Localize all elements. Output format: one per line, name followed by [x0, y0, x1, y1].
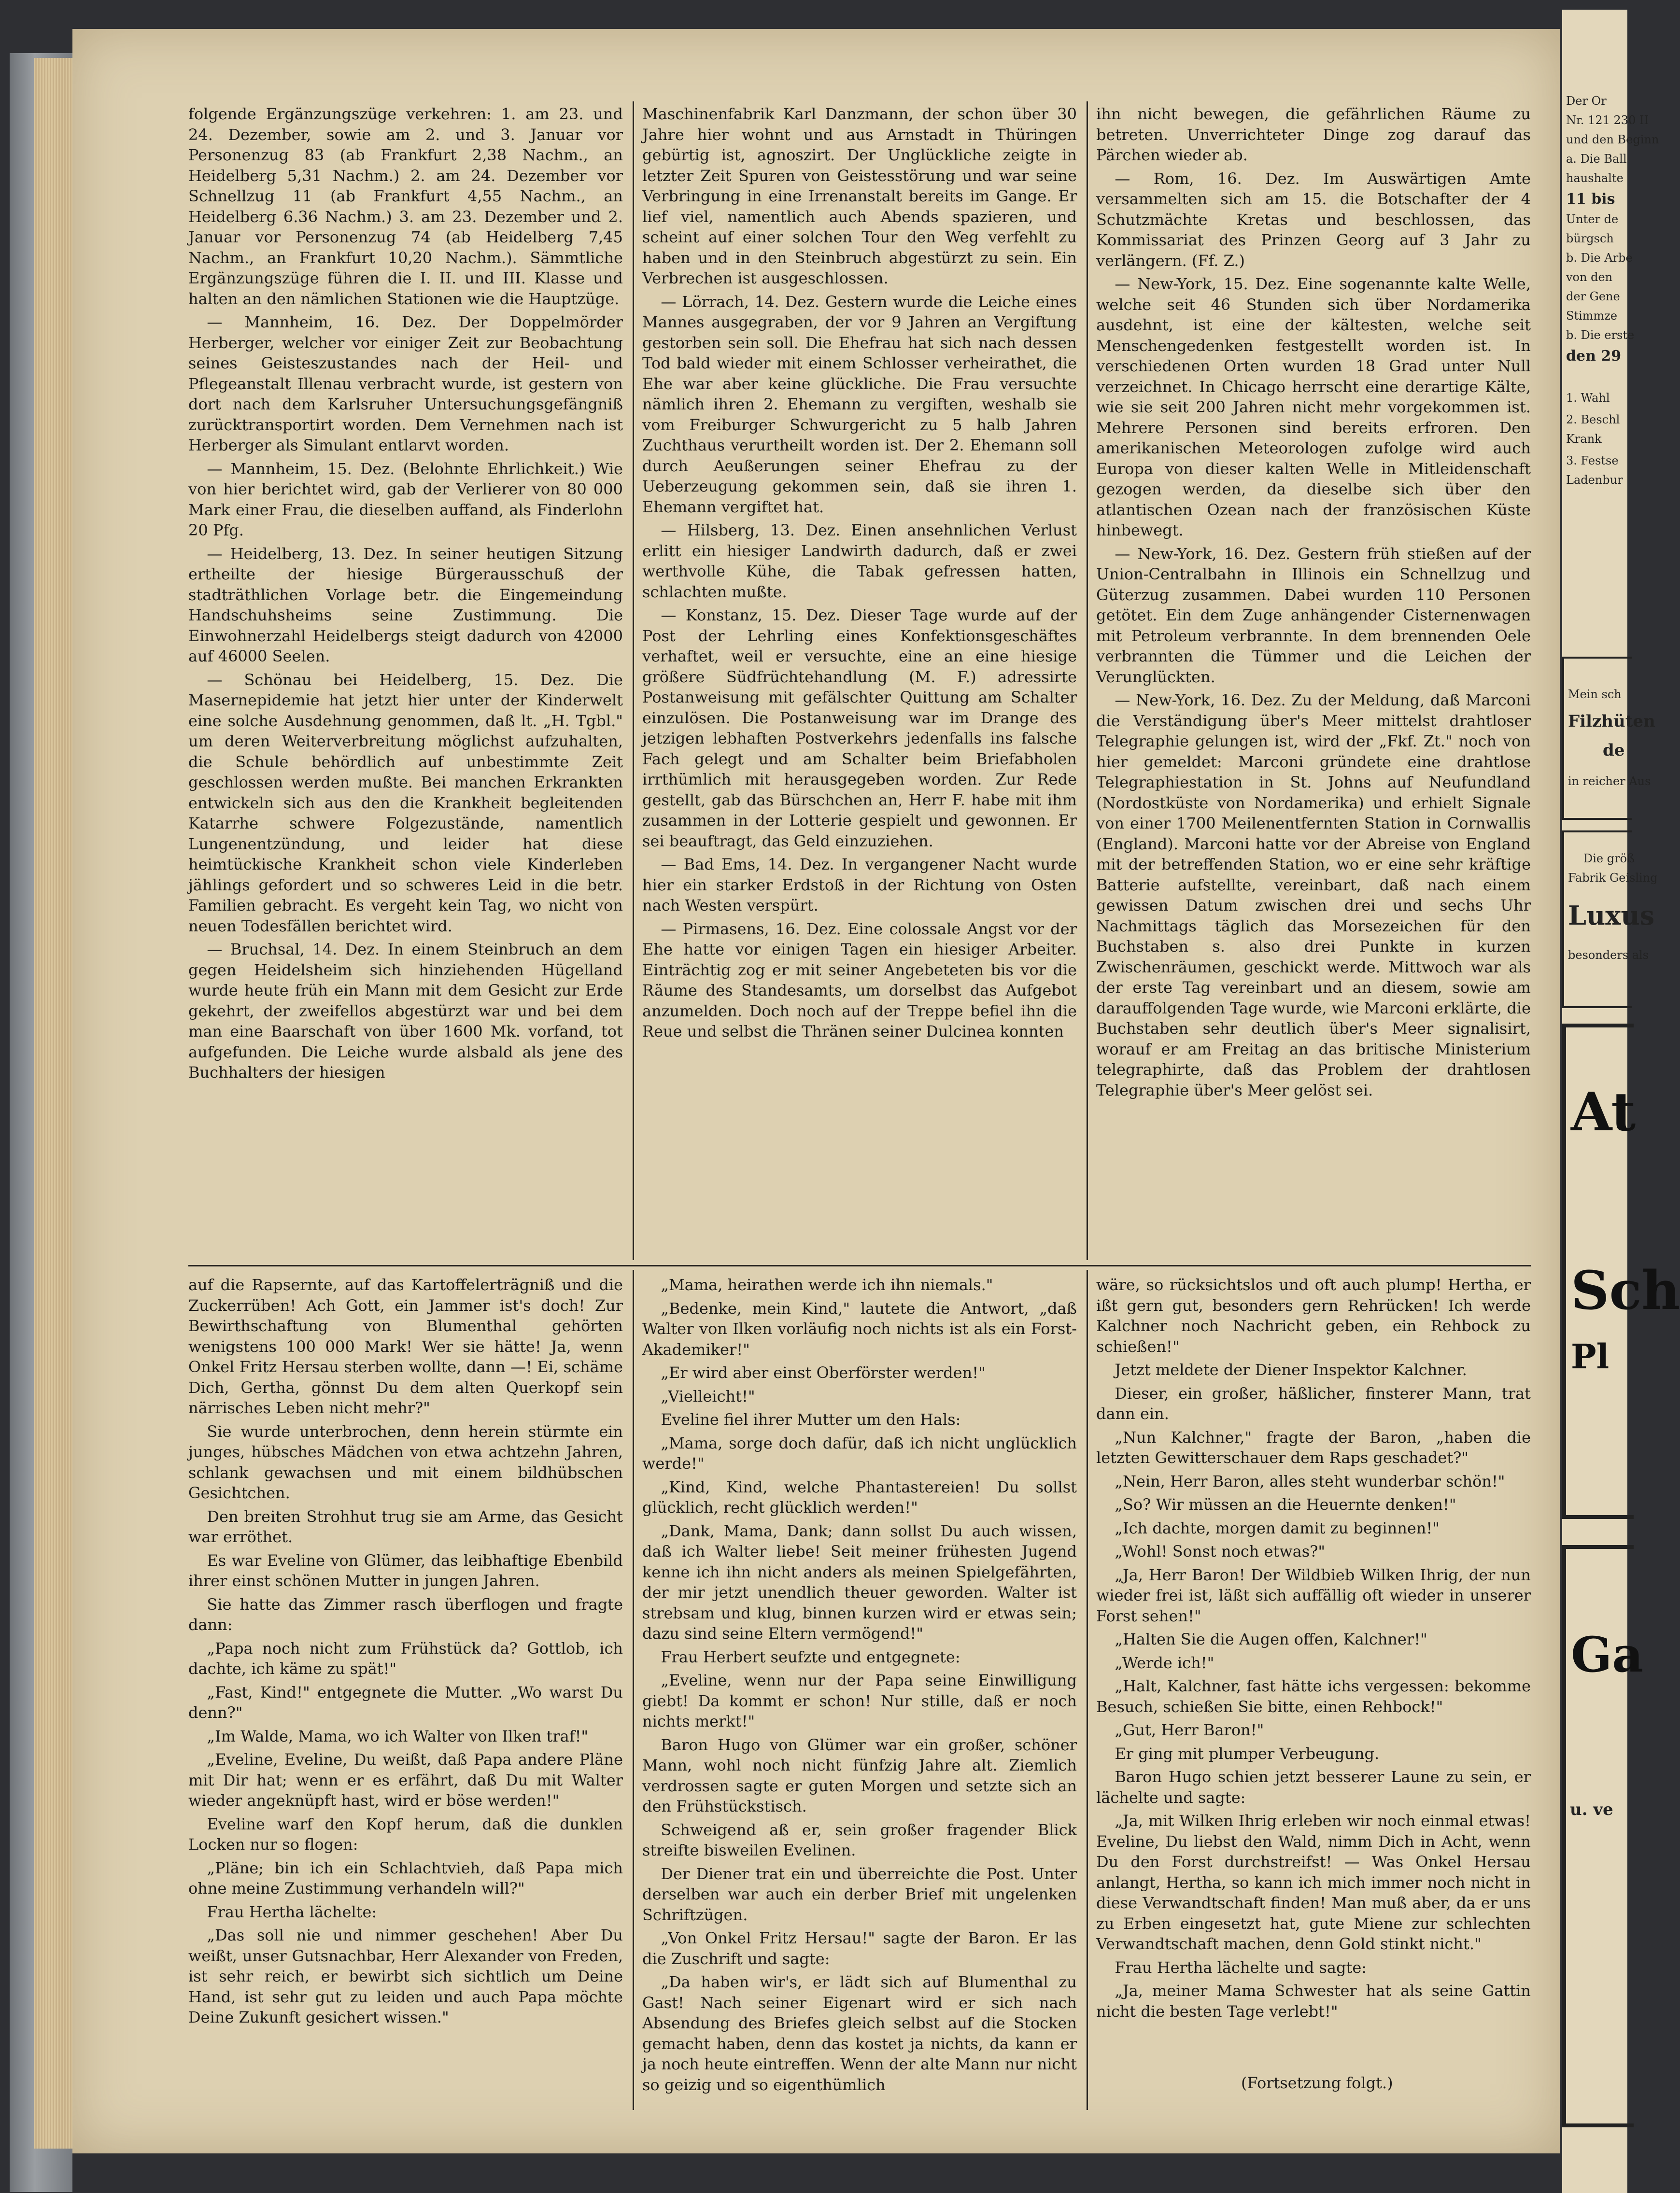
facing-page-fragment: At: [1571, 1081, 1636, 1143]
facing-page-fragment: Mein sch: [1568, 688, 1622, 701]
story-paragraph: „Eveline, Eveline, Du weißt, daß Papa andere Pläne mit Dir hat; wenn er es erfährt, daß Du mit Walter wieder angeknüpft hast, wird er böse werden!": [188, 1750, 623, 1810]
story-column-1: [188, 1275, 623, 2105]
story-paragraph: „Das soll nie und nimmer geschehen! Aber Du weißt, unser Gutsnachbar, Herr Alexander von Freden, ist sehr reich, er bewirbt sich sichtlich um Deine Hand, ist sehr gut zu leiden und auch Papa möchte Deine Zukunft gesichert wissen.": [188, 1926, 623, 2026]
column-rule: [1087, 1270, 1088, 2110]
news-item: ihn nicht bewegen, die gefährlichen Räume zu betreten. Unverrichteter Dinge zog darauf das Pärchen wieder ab.: [1096, 105, 1531, 164]
story-paragraph: Frau Hertha lächelte:: [207, 1902, 377, 1921]
story-paragraph: „Fast, Kind!" entgegnete die Mutter. „Wo warst Du denn?": [188, 1683, 623, 1722]
facing-page-fragment: der Gene: [1566, 290, 1620, 303]
facing-page-fragment: u. ve: [1570, 1800, 1613, 1819]
facing-page-fragment: 2. Beschl: [1566, 413, 1620, 426]
story-paragraph: „Vielleicht!": [661, 1387, 755, 1406]
facing-page-fragment: in reicher Aus: [1568, 774, 1651, 788]
story-paragraph: „Wohl! Sonst noch etwas?": [1115, 1542, 1326, 1560]
story-paragraph: Er ging mit plumper Verbeugung.: [1115, 1744, 1380, 1763]
story-paragraph: „Kind, Kind, welche Phantastereien! Du sollst glücklich, recht glücklich werden!": [642, 1477, 1077, 1517]
news-item: — Bruchsal, 14. Dez. In einem Steinbruch an dem gegen Heidelsheim sich hinziehenden Hügelland wurde heute früh ein Mann mit dem Gesicht zur Erde gekehrt, der zweifellos abgestürzt war und bei dem man eine Baarschaft von über 1600 Mk. vorfand, tot aufgefunden. Die Leiche wurde alsbald als jene des Buchhalters der hiesigen: [188, 940, 623, 1082]
news-item: — Pirmasens, 16. Dez. Eine colossale Angst vor der Ehe hatte vor einigen Tagen ein hiesiger Arbeiter. Einträchtig zog er mit seiner Angebeteten bis vor die Räume des Standesamts, um dorselbst das Aufgebot anzumelden. Doch noch auf der Treppe befiel ihn die Reue und selbst die Thränen seiner Dulcinea konnten: [642, 919, 1077, 1040]
story-paragraph: Eveline warf den Kopf herum, daß die dunklen Locken nur so flogen:: [188, 1814, 623, 1854]
facing-page-fragment: von den: [1566, 270, 1613, 284]
news-item: — Heidelberg, 13. Dez. In seiner heutigen Sitzung ertheilte der hiesige Bürgerausschuß der stadträthlichen Vorlage betr. die Eingemeindung Handschuhsheims seine Zustimmung. Die Einwohnerzahl Heidelbergs steigt dadurch von 42000 auf 46000 Seelen.: [188, 544, 623, 665]
facing-page-fragment: Die größ: [1583, 852, 1635, 865]
story-paragraph: „Ich dachte, morgen damit zu beginnen!": [1115, 1518, 1440, 1537]
news-item: — Rom, 16. Dez. Im Auswärtigen Amte versammelten sich am 15. die Botschafter der 4 Schutzmächte Kretas und beschlossen, das Kommissariat des Prinzen Georg auf 3 Jahr zu verlängern. (Ff. Z.): [1096, 169, 1531, 270]
news-column-2: [642, 104, 1077, 1253]
facing-page-fragment: a. Die Ball: [1566, 152, 1627, 166]
news-item: — Hilsberg, 13. Dez. Einen ansehnlichen Verlust erlitt ein hiesiger Landwirth dadurch, daß er zwei werthvolle Kühe, die Tabak gefressen hatten, schlachten mußte.: [642, 521, 1077, 601]
facing-page-fragment: Fabrik Geisling: [1568, 871, 1658, 885]
facing-page-fragment: 1. Wahl: [1566, 391, 1610, 405]
story-paragraph: „Halten Sie die Augen offen, Kalchner!": [1115, 1630, 1427, 1648]
story-paragraph: „Da haben wir's, er lädt sich auf Blumenthal zu Gast! Nach seiner Eigenart wird er sich nach Absendung des Briefes gleich selbst auf die Stocken gemacht haben, denn das kostet ja nichts, da kann er ja noch heute eintreffen. Wenn der alte Mann nur nicht so geizig und so eigenthümlich: [642, 1973, 1077, 2094]
story-paragraph: „Nun Kalchner," fragte der Baron, „haben die letzten Gewitterschauer dem Raps geschadet?": [1096, 1428, 1531, 1467]
story-paragraph: Baron Hugo von Glümer war ein großer, schöner Mann, wohl noch nicht fünfzig Jahre alt. Ziemlich verdrossen sagte er guten Morgen und setzte sich an den Frühstückstisch.: [642, 1735, 1077, 1815]
news-item: — Mannheim, 16. Dez. Der Doppelmörder Herberger, welcher vor einiger Zeit zur Beobachtung seines Geisteszustandes nach der Heil- und Pflegeanstalt Illenau verbracht wurde, ist gestern von dort nach dem Karlsruher Untersuchungsgefängniß zurücktransportirt worden. Dem Vernehmen nach ist Herberger als Simulant entlarvt worden.: [188, 313, 623, 454]
story-paragraph: Dieser, ein großer, häßlicher, finsterer Mann, trat dann ein.: [1096, 1384, 1531, 1423]
story-paragraph: Frau Herbert seufzte und entgegnete:: [661, 1647, 960, 1666]
story-paragraph: „Nein, Herr Baron, alles steht wunderbar schön!": [1115, 1472, 1505, 1490]
news-item: — Mannheim, 15. Dez. (Belohnte Ehrlichkeit.) Wie von hier berichtet wird, gab der Verlierer von 80 000 Mark einer Frau, die dieselben auffand, als Finderlohn 20 Pfg.: [188, 459, 623, 539]
story-paragraph: Jetzt meldete der Diener Inspektor Kalchner.: [1115, 1361, 1467, 1379]
story-paragraph: „Werde ich!": [1115, 1653, 1214, 1672]
story-paragraph: „Ja, meiner Mama Schwester hat als seine Gattin nicht die besten Tage verlebt!": [1096, 1982, 1531, 2021]
story-paragraph: „Halt, Kalchner, fast hätte ichs vergessen: bekomme Besuch, schießen Sie bitte, einen Rehbock!": [1096, 1677, 1531, 1716]
story-paragraph: Der Diener trat ein und überreichte die Post. Unter derselben war auch ein derber Brief mit ungelenken Schriftzügen.: [642, 1864, 1077, 1924]
facing-page-fragment: Sch: [1571, 1259, 1680, 1321]
newspaper-page: [72, 29, 1560, 2153]
story-paragraph: Sie hatte das Zimmer rasch überflogen und fragte dann:: [188, 1595, 623, 1634]
facing-page-fragment: Stimmze: [1566, 309, 1618, 323]
story-paragraph: Eveline fiel ihrer Mutter um den Hals:: [661, 1410, 961, 1429]
story-paragraph: „Mama, sorge doch dafür, daß ich nicht unglücklich werde!": [642, 1434, 1077, 1473]
facing-page-fragment: 3. Festse: [1566, 454, 1619, 467]
advertisement-box: [1562, 657, 1655, 820]
news-item: — New-York, 16. Dez. Zu der Meldung, daß Marconi die Verständigung über's Meer mittelst drahtloser Telegraphie gelungen ist, wird der „Fkf. Zt." noch von hier gemeldet: Marconi gründete eine drahtlose Telegraphiestation in St. Johns auf Neufundland (Nordostküste von Nordamerika) und erhielt Signale von einer 1700 Meilenentfernten Station in Cornwallis (England). Marconi hatte vor der Abreise von England mit der betreffenden Station, wo er eine sehr kräftige Batterie aufstellte, vereinbart, daß nach einem gewissen Datum zwischen drei und sechs Uhr Nachmittags täglich das Morsezeichen für den Buchstaben s. also drei Punkte in kurzen Zwischenräumen, geschickt werde. Mittwoch war als der erste Tag vereinbart und an diesem, sowie am darauffolgenden Tage wurde, wie Marconi erklärte, die Buchstaben sehr deutlich über's Meer signalisirt, worauf er am Freitag an das britische Ministerium telegraphirte, daß das Problem der drahtlosen Telegraphie über's Meer gelöst sei.: [1096, 691, 1531, 1099]
facing-page-fragment: 11 bis: [1566, 191, 1615, 208]
facing-page-fragment: den 29: [1566, 348, 1622, 365]
facing-page-fragment: Ga: [1571, 1626, 1644, 1683]
facing-page-fragment: Unter de: [1566, 212, 1619, 226]
news-column-1: [188, 104, 623, 1253]
story-paragraph: auf die Rapsernte, auf das Kartoffelerträgniß und die Zuckerrüben! Ach Gott, ein Jammer ist's doch! Zur Bewirthschaftung von Blumenthal gehörten wenigstens 100 000 Mark! Wer sie hätte! Ja, wenn Onkel Fritz Hersau sterben wollte, dann —! Ei, schäme Dich, Gertha, gönnst Du dem alten Querkopf sein närrisches Leben nicht mehr?": [188, 1276, 623, 1417]
news-item: — Konstanz, 15. Dez. Dieser Tage wurde auf der Post der Lehrling eines Konfektionsgeschäftes verhaftet, weil er versuchte, eine an eine hiesige größere Südfrüchtehandlung (M. F.) adressirte Postanweisung mit gefälschter Quittung am Schalter einzulösen. Die Postanweisung war im Drange des jetzigen lebhaften Postverkehrs jedenfalls ins falsche Fach gelegt und am Schalter beim Briefabholen irrthümlich mit herausgegeben worden. Zur Rede gestellt, gab das Bürschchen an, Herr F. habe mit ihm zusammen in der Lotterie gespielt und gewonnen. Er sei beauftragt, das Geld einzuziehen.: [642, 606, 1077, 850]
story-paragraph: „So? Wir müssen an die Heuernte denken!": [1115, 1495, 1456, 1514]
story-column-3: [1096, 1275, 1531, 2066]
story-paragraph: Sie wurde unterbrochen, denn herein stürmte ein junges, hübsches Mädchen von etwa achtzehn Jahren, schlank gewachsen und mit einem bildhübschen Gesichtchen.: [188, 1422, 623, 1502]
facing-page-fragment: de: [1603, 741, 1625, 760]
column-rule: [633, 1270, 634, 2110]
news-item: — Bad Ems, 14. Dez. In vergangener Nacht wurde hier ein starker Erdstoß in der Richtung von Osten nach Westen verspürt.: [642, 855, 1077, 914]
story-paragraph: „Ja, mit Wilken Ihrig erleben wir noch einmal etwas! Eveline, Du liebst den Wald, nimm Dich in Acht, wenn Du den Forst durchstreifst! — Was Onkel Hersau anlangt, Hertha, so kann ich mich immer noch nicht in diese Verwandtschaft finden! Man muß aber, da er uns zu Erben eingesetzt hat, gute Miene zur schlechten Verwandtschaft machen, denn Gold stinkt nicht.": [1096, 1812, 1531, 1953]
facing-page-fragment: b. Die Arbe: [1566, 251, 1633, 265]
facing-page-fragment: Luxus: [1568, 900, 1655, 931]
facing-page-fragment: besonders als: [1568, 948, 1649, 962]
facing-page-fragment: Pl: [1571, 1336, 1609, 1377]
news-item: — New-York, 15. Dez. Eine sogenannte kalte Welle, welche seit 46 Stunden sich über Nordamerika ausdehnt, ist eine der kältesten, welche seit Menschengedenken festgestellt worden ist. In verschiedenen Orten wurden 18 Grad unter Null verzeichnet. In Chicago herrscht eine derartige Kälte, wie sie seit 200 Jahren nicht mehr vorgekommen ist. Mehrere Personen sind bereits erfroren. Den amerikanischen Meteorologen zufolge wird auch Europa von dieser kalten Welle in Mitleidenschaft gezogen werden, da dieselbe sich über den atlantischen Ozean nach der französischen Küste hinbewegt.: [1096, 275, 1531, 539]
story-paragraph: „Gut, Herr Baron!": [1115, 1721, 1264, 1739]
news-item: — Schönau bei Heidelberg, 15. Dez. Die Masernepidemie hat jetzt hier unter der Kinderwelt eine solche Ausdehnung genommen, daß lt. „H. Tgbl." um deren Weiterverbreitung möglichst aufzuhalten, die Schule behördlich auf unbestimmte Zeit geschlossen werden mußte. Bei manchen Erkrankten entwickeln sich aus den die Krankheit begleitenden Katarrhe schwere Folgezustände, namentlich Lungenentzündung, und leider hat diese heimtückische Krankheit schon viele Kinderleben jählings gefordert und so schweres Leid in die betr. Familien gebracht. Es vergeht kein Tag, wo nicht von neuen Todesfällen berichtet wird.: [188, 670, 623, 935]
facing-page-fragment: Nr. 121 230 II: [1566, 113, 1649, 127]
news-item: — New-York, 16. Dez. Gestern früh stießen auf der Union-Centralbahn in Illinois ein Schnellzug und Güterzug zusammen. Dabei wurden 110 Personen getötet. Ein dem Zuge anhängender Cisternenwagen mit Petroleum verbrannte. In dem brennenden Oele verbrannten die Tümmer und die Leichen der Verunglückten.: [1096, 544, 1531, 686]
news-column-3: [1096, 104, 1531, 1253]
story-paragraph: „Von Onkel Fritz Hersau!" sagte der Baron. Er las die Zuschrift und sagte:: [642, 1929, 1077, 1968]
news-item: Maschinenfabrik Karl Danzmann, der schon über 30 Jahre hier wohnt und aus Arnstadt in Thüringen gebürtig ist, agnoszirt. Der Unglückliche zeigte in letzter Zeit Spuren von Geistesstörung und war seine Verbringung in eine Irrenanstalt bereits im Gange. Er lief viel, namentlich auch Abends spazieren, und scheint auf einer solchen Tour den Weg verfehlt zu haben und in den Steinbruch abgestürzt zu sein. Ein Verbrechen ist ausgeschlossen.: [642, 105, 1077, 287]
news-item: folgende Ergänzungszüge verkehren: 1. am 23. und 24. Dezember, sowie am 2. und 3. Januar vor Personenzug 83 (ab Frankfurt 2,38 Nachm., an Heidelberg 5,31 Nachm.) 2. am 24. Dezember vor Schnellzug 11 (ab Frankfurt 4,55 Nachm., an Heidelberg 6.36 Nachm.) 3. am 23. Dezember und 2. Januar vor Personenzug 74 (ab Heidelberg 7,45 Nachm., an Frankfurt 10,20 Nachm.). Sämmtliche Ergänzungszüge führen die I. II. und III. Klasse und halten an den nämlichen Stationen wie die Hauptzüge.: [188, 105, 623, 308]
story-paragraph: „Im Walde, Mama, wo ich Walter von Ilken traf!": [207, 1727, 589, 1745]
facing-page-fragment: Ladenbur: [1566, 473, 1623, 487]
story-paragraph: Den breiten Strohhut trug sie am Arme, das Gesicht war erröthet.: [188, 1507, 623, 1546]
story-paragraph: wäre, so rücksichtslos und oft auch plump! Hertha, er ißt gern gut, besonders gern Rehrücken! Ich werde Kalchner noch Nachricht geben, ein Rehbock zu schießen!": [1096, 1276, 1531, 1356]
story-paragraph: Es war Eveline von Glümer, das leibhaftige Ebenbild ihrer einst schönen Mutter in jungen Jahren.: [188, 1551, 623, 1590]
facing-page-fragment: Filzhüten: [1568, 712, 1655, 731]
facing-page-fragment: Der Or: [1566, 94, 1607, 108]
facing-page: [1562, 10, 1680, 2193]
facing-page-fragment: bürgsch: [1566, 232, 1614, 245]
column-rule: [1087, 101, 1088, 1260]
advertisement-box: [1562, 1024, 1680, 1519]
story-paragraph: „Pläne; bin ich ein Schlachtvieh, daß Papa mich ohne meine Zustimmung verhandeln will?": [188, 1858, 623, 1898]
story-paragraph: „Papa noch nicht zum Frühstück da? Gottlob, ich dachte, ich käme zu spät!": [188, 1639, 623, 1678]
story-paragraph: „Dank, Mama, Dank; dann sollst Du auch wissen, daß ich Walter liebe! Seit meiner frühesten Jugend kenne ich ihn nicht anders als meinen Spielgefährten, der mir jetzt unendlich theuer geworden. Walter ist strebsam und klug, binnen kurzen wird er etwas sein; dazu sind seine Eltern vermögend!": [642, 1521, 1077, 1643]
story-paragraph: Schweigend aß er, sein großer fragender Blick streifte bisweilen Evelinen.: [642, 1820, 1077, 1859]
story-paragraph: „Er wird aber einst Oberförster werden!": [661, 1364, 986, 1382]
story-paragraph: Baron Hugo schien jetzt besserer Laune zu sein, er lächelte und sagte:: [1096, 1768, 1531, 1807]
facing-page-fragment: haushalte: [1566, 171, 1624, 185]
section-divider: [188, 1265, 1531, 1266]
story-paragraph: „Ja, Herr Baron! Der Wildbieb Wilken Ihrig, der nun wieder frei ist, läßt sich auffällig oft wieder in unserer Forst sehen!": [1096, 1565, 1531, 1625]
advertisement-box: [1562, 830, 1658, 1008]
column-rule: [633, 101, 634, 1260]
story-paragraph: „Mama, heirathen werde ich ihn niemals.": [661, 1276, 993, 1294]
story-column-2: [642, 1275, 1077, 2105]
story-paragraph: „Bedenke, mein Kind," lautete die Antwort, „daß Walter von Ilken vorläufig noch nichts ist als ein Forst-Akademiker!": [642, 1299, 1077, 1359]
advertisement-box: [1562, 1545, 1644, 2127]
continuation-note: (Fortsetzung folgt.): [1241, 2074, 1393, 2092]
story-paragraph: „Eveline, wenn nur der Papa seine Einwilligung giebt! Da kommt er schon! Nur stille, daß er noch nichts merkt!": [642, 1671, 1077, 1730]
news-item: — Lörrach, 14. Dez. Gestern wurde die Leiche eines Mannes ausgegraben, der vor 9 Jahren an Vergiftung gestorben sein soll. Die Ehefrau hat sich nach dessen Tod bald wieder mit einem Schlosser verheirathet, die Ehe war aber keine glückliche. Die Frau versuchte nämlich ihren 2. Ehemann zu vergiften, weshalb sie vom Freiburger Schwurgericht zu 5 halb Jahren Zuchthaus verurtheilt worden ist. Der 2. Ehemann soll durch Aeußerungen seiner Ehefrau zu der Ueberzeugung gekommen sein, daß sie ihren 1. Ehemann vergiftet hat.: [642, 292, 1077, 516]
facing-page-fragment: und den Beginn: [1566, 133, 1659, 146]
facing-page-fragment: b. Die erste: [1566, 328, 1635, 342]
facing-page-fragment: Krank: [1566, 432, 1602, 446]
story-paragraph: Frau Hertha lächelte und sagte:: [1115, 1958, 1367, 1977]
